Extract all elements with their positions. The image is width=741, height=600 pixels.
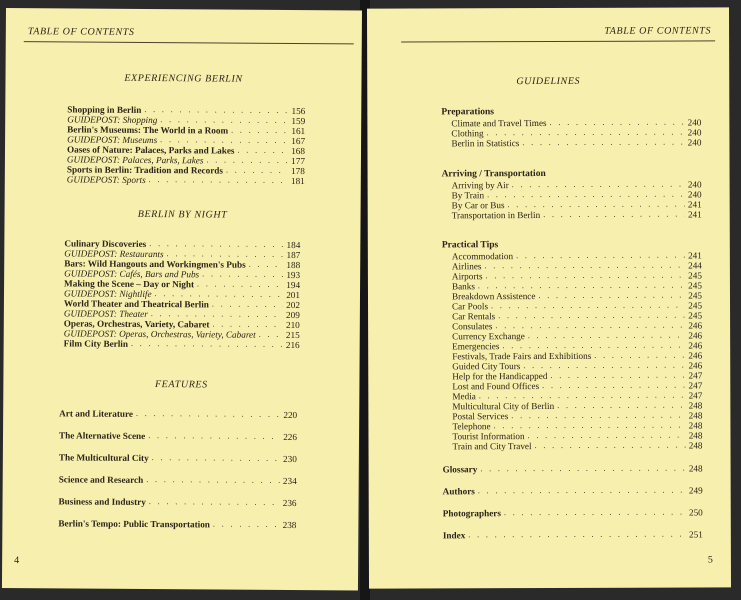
- toc-entry-title: GUIDEPOST: Museums: [67, 134, 158, 146]
- dot-leader: [468, 530, 686, 541]
- dot-leader: [149, 497, 280, 508]
- toc-entry-page: 210: [285, 319, 300, 331]
- running-head: TABLE OF CONTENTS: [604, 25, 712, 37]
- toc-entry-title: GUIDEPOST: Palaces, Parks, Lakes: [66, 154, 204, 166]
- toc-entry-page: 240: [687, 189, 702, 200]
- toc-entry-title: Film City Berlin: [63, 338, 129, 349]
- group-heading-practical: Practical Tips: [441, 240, 499, 251]
- toc-entry-title: GUIDEPOST: Nightlife: [63, 288, 152, 300]
- section-title-guidelines: GUIDELINES: [516, 75, 581, 88]
- toc-entry-title: Operas, Orchestras, Variety, Cabaret: [63, 318, 210, 330]
- toc-entry-page: 249: [688, 485, 703, 496]
- toc-entry-title: GUIDEPOST: Shopping: [67, 114, 158, 126]
- toc-entry-title: Telephone: [452, 421, 491, 432]
- toc-entry: [59, 474, 297, 486]
- dot-leader: [543, 210, 685, 220]
- toc-entry-title: Currency Exchange: [452, 331, 525, 342]
- toc-entry-page: 236: [282, 497, 297, 509]
- running-head: TABLE OF CONTENTS: [27, 26, 135, 38]
- page-number: 5: [707, 554, 713, 566]
- dot-leader: [479, 391, 686, 402]
- dot-leader: [557, 401, 685, 411]
- toc-entry: [442, 440, 702, 451]
- dot-leader: [212, 319, 283, 329]
- toc-entry-title: Culinary Discoveries: [64, 238, 147, 249]
- dot-leader: [542, 381, 685, 392]
- toc-entry-title: Tourist Information: [452, 431, 525, 442]
- toc-entry-title: Car Rentals: [452, 311, 496, 322]
- left-page: [2, 8, 362, 590]
- toc-entry-page: 245: [688, 270, 702, 281]
- dot-leader: [259, 330, 283, 340]
- dot-leader: [522, 138, 684, 149]
- header-rule: [24, 41, 354, 44]
- toc-entry-title: Index: [442, 530, 466, 541]
- dot-leader: [538, 291, 685, 302]
- dot-leader: [249, 260, 284, 270]
- toc-entry-page: 159: [291, 115, 306, 127]
- toc-entry-title: Authors: [442, 486, 475, 497]
- toc-entry-page: 251: [689, 529, 703, 540]
- toc-entry-title: Guided City Tours: [452, 361, 521, 372]
- dot-leader: [504, 508, 686, 519]
- toc-entry-title: GUIDEPOST: Operas, Orchestras, Variety, Cabaret: [63, 328, 256, 340]
- toc-list-features: [58, 408, 297, 542]
- toc-entry-page: 246: [688, 360, 703, 371]
- toc-entry-page: 177: [291, 155, 305, 167]
- dot-leader: [152, 453, 280, 464]
- toc-entry-page: 167: [291, 135, 306, 147]
- group-heading-arriving: Arriving / Transportation: [441, 169, 546, 180]
- toc-entry-page: 215: [285, 329, 300, 341]
- toc-entry-title: Clothing: [451, 128, 484, 139]
- toc-entry-title: Consulates: [452, 321, 493, 332]
- toc-list-preparations: [441, 117, 701, 148]
- toc-entry-page: 241: [688, 250, 702, 261]
- toc-entry-page: 238: [282, 519, 297, 531]
- toc-entry-page: 248: [688, 430, 703, 441]
- toc-entry-page: 209: [286, 309, 300, 321]
- toc-entry-title: Accommodation: [451, 251, 514, 262]
- toc-entry-page: 246: [688, 340, 703, 351]
- toc-entry-page: 244: [688, 260, 702, 271]
- toc-entry-page: 201: [286, 289, 301, 301]
- toc-entry-title: Train and City Travel: [452, 441, 532, 452]
- toc-entry-page: 245: [688, 290, 703, 301]
- right-page: [367, 7, 731, 588]
- toc-entry-title: By Train: [451, 190, 485, 201]
- dot-leader: [197, 279, 283, 290]
- toc-entry-title: World Theater and Theatrical Berlin: [63, 298, 209, 310]
- toc-entry-title: GUIDEPOST: Theater: [63, 308, 148, 319]
- dot-leader: [528, 331, 686, 342]
- toc-entry-page: 216: [285, 339, 300, 351]
- toc-entry-page: 248: [688, 420, 703, 431]
- toc-entry: [67, 174, 305, 186]
- toc-entry-title: Airports: [451, 271, 483, 282]
- dot-leader: [237, 146, 288, 156]
- dot-leader: [212, 299, 283, 309]
- toc-entry-page: 247: [688, 380, 703, 391]
- toc-entry-title: Photographers: [442, 508, 501, 519]
- toc-entry-title: Shopping in Berlin: [67, 104, 142, 115]
- dot-leader: [535, 441, 686, 452]
- toc-entry-title: By Car or Bus: [451, 200, 505, 211]
- dot-leader: [487, 128, 685, 139]
- toc-entry-page: 240: [687, 117, 702, 128]
- toc-entry-title: Sports in Berlin: Tradition and Records: [66, 164, 224, 176]
- toc-entry-title: Berlin's Tempo: Public Transportation: [58, 518, 210, 530]
- toc-entry-title: Arriving by Air: [451, 180, 509, 191]
- dot-leader: [516, 251, 685, 262]
- toc-entry-title: Berlin's Museums: The World in a Room: [67, 124, 229, 136]
- toc-entry-page: 202: [286, 299, 300, 311]
- dot-leader: [550, 118, 685, 128]
- section-title-night: BERLIN BY NIGHT: [137, 208, 228, 221]
- dot-leader: [478, 281, 685, 292]
- toc-entry-page: 161: [291, 125, 306, 137]
- toc-entry-title: GUIDEPOST: Sports: [66, 174, 146, 185]
- toc-entry-page: 250: [688, 507, 703, 518]
- toc-entry-page: 245: [688, 310, 703, 321]
- dot-leader: [594, 351, 685, 361]
- toc-entry-title: GUIDEPOST: Restaurants: [64, 248, 164, 260]
- toc-entry-page: 248: [688, 440, 703, 451]
- toc-entry-page: 241: [687, 199, 702, 210]
- toc-entry-page: 193: [286, 269, 301, 281]
- toc-entry: [443, 507, 703, 518]
- toc-entry-title: Oases of Nature: Palaces, Parks and Lakes: [66, 144, 235, 156]
- dot-leader: [206, 155, 288, 166]
- toc-entry-title: The Multicultural City: [58, 452, 149, 464]
- dot-leader: [149, 175, 288, 186]
- section-title-experiencing: EXPERIENCING BERLIN: [124, 72, 243, 85]
- toc-entry-title: Airlines: [451, 261, 482, 272]
- toc-entry-page: 220: [283, 409, 298, 421]
- toc-entry-page: 247: [688, 370, 703, 381]
- toc-entry-title: The Alternative Scene: [58, 430, 146, 441]
- toc-list-closing: [443, 463, 703, 552]
- dot-leader: [550, 371, 685, 381]
- toc-entry: [59, 430, 297, 442]
- toc-entry-title: Festivals, Trade Fairs and Exhibitions: [452, 350, 592, 362]
- toc-entry-page: 245: [688, 300, 703, 311]
- toc-entry: [442, 209, 702, 220]
- toc-entry-title: Bars: Wild Hangouts and Workingmen's Pubs: [64, 258, 246, 270]
- toc-entry-title: Banks: [451, 281, 475, 292]
- toc-entry-title: Emergencies: [452, 341, 500, 352]
- toc-entry-title: Business and Industry: [58, 496, 146, 507]
- toc-entry: [441, 137, 701, 148]
- toc-list-experiencing: [67, 104, 306, 186]
- toc-entry-title: Help for the Handicapped: [452, 371, 548, 382]
- toc-entry-page: 226: [283, 431, 298, 443]
- toc-entry-title: Glossary: [442, 464, 478, 475]
- dot-leader: [512, 180, 685, 191]
- dot-leader: [148, 431, 280, 442]
- toc-entry-page: 230: [283, 453, 297, 465]
- toc-entry-page: 188: [286, 259, 301, 271]
- toc-entry-page: 240: [687, 137, 702, 148]
- toc-entry-page: 156: [291, 105, 306, 117]
- dot-leader: [495, 321, 685, 332]
- toc-entry-page: 234: [282, 475, 297, 487]
- toc-entry: [443, 485, 703, 496]
- toc-entry: [443, 463, 703, 474]
- toc-entry-title: Art and Literature: [59, 408, 134, 419]
- toc-entry-page: 248: [688, 400, 703, 411]
- toc-entry-page: 194: [286, 279, 301, 291]
- toc-entry: [58, 518, 296, 530]
- dot-leader: [480, 464, 686, 475]
- dot-leader: [498, 311, 685, 322]
- dot-leader: [511, 411, 685, 422]
- dot-leader: [231, 126, 288, 136]
- toc-entry-page: 187: [286, 249, 301, 261]
- toc-entry-title: Climate and Travel Times: [451, 118, 547, 129]
- toc-entry: [59, 496, 297, 508]
- toc-entry-page: 247: [688, 390, 703, 401]
- toc-entry: [59, 452, 297, 464]
- toc-list-practical: [442, 250, 703, 451]
- toc-entry-page: 246: [688, 320, 703, 331]
- toc-entry-title: Postal Services: [452, 411, 509, 422]
- dot-leader: [494, 421, 686, 432]
- dot-leader: [484, 261, 685, 272]
- group-heading-preparations: Preparations: [441, 107, 494, 118]
- toc-entry-page: 240: [687, 179, 702, 190]
- toc-entry-page: 168: [291, 145, 306, 157]
- dot-leader: [478, 486, 686, 497]
- toc-entry-title: Breakdown Assistence: [451, 291, 536, 302]
- dot-leader: [136, 409, 280, 420]
- toc-list-night: [64, 238, 301, 350]
- dot-leader: [146, 475, 280, 486]
- toc-entry-page: 245: [688, 280, 702, 291]
- toc-entry-page: 246: [688, 330, 703, 341]
- toc-entry-page: 241: [687, 209, 702, 220]
- toc-entry-title: Science and Research: [58, 474, 144, 485]
- toc-entry-page: 178: [291, 165, 305, 177]
- header-rule: [401, 40, 715, 42]
- dot-leader: [202, 269, 283, 280]
- dot-leader: [523, 361, 685, 372]
- toc-entry-title: GUIDEPOST: Cafés, Bars and Pubs: [64, 268, 200, 280]
- toc-entry-page: 246: [688, 350, 703, 361]
- dot-leader: [491, 301, 685, 312]
- toc-entry: [59, 408, 297, 420]
- dot-leader: [507, 200, 684, 211]
- section-title-features: FEATURES: [154, 379, 208, 391]
- toc-entry: [64, 338, 300, 350]
- dot-leader: [487, 190, 685, 201]
- toc-entry-title: Lost and Found Offices: [452, 381, 540, 392]
- toc-entry-page: 248: [688, 463, 703, 474]
- toc-entry-title: Berlin in Statistics: [451, 138, 520, 149]
- toc-entry-title: Car Pools: [452, 301, 489, 312]
- dot-leader: [528, 431, 686, 442]
- dot-leader: [486, 271, 686, 282]
- dot-leader: [226, 166, 288, 176]
- page-number: 4: [14, 555, 20, 567]
- toc-entry: [443, 529, 703, 540]
- dot-leader: [502, 341, 685, 352]
- toc-entry-page: 181: [290, 175, 305, 187]
- toc-entry-title: Media: [452, 391, 476, 402]
- dot-leader: [131, 339, 283, 350]
- toc-entry-title: Multicultural City of Berlin: [452, 400, 555, 412]
- toc-entry-page: 240: [687, 127, 702, 138]
- toc-entry-title: Making the Scene – Day or Night: [64, 278, 195, 290]
- toc-list-arriving: [442, 179, 702, 220]
- toc-entry-page: 248: [688, 410, 703, 421]
- dot-leader: [213, 519, 280, 529]
- toc-entry-page: 184: [286, 239, 301, 251]
- toc-entry-title: Transportation in Berlin: [451, 210, 541, 221]
